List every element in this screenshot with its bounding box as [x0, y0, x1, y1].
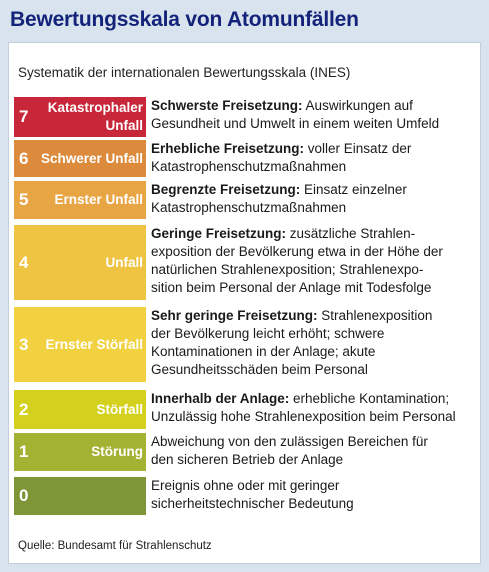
level-number: 4	[19, 252, 29, 272]
level-row-4	[14, 225, 477, 300]
description-text: Ereignis ohne oder mit geringer sicherheitstechnischer Bedeutung	[151, 478, 354, 511]
level-number: 3	[19, 334, 29, 354]
subtitle: Systematik der internationalen Bewertungsskala (INES)	[18, 65, 351, 80]
description-text: voller Einsatz der Katastrophenschutzmaßnahmen	[151, 141, 412, 174]
level-badge	[14, 97, 146, 137]
level-description	[151, 140, 479, 176]
description-text: Auswirkungen auf Gesundheit und Umwelt in einem weiten Umfeld	[151, 98, 440, 131]
level-number: 5	[19, 190, 29, 209]
level-row-1	[14, 433, 477, 471]
level-description	[151, 97, 479, 133]
level-badge	[14, 433, 146, 471]
description-heading: Schwerste Freisetzung:	[151, 98, 303, 113]
level-number: 1	[19, 442, 29, 461]
level-row-3	[14, 307, 477, 382]
level-number: 0	[19, 486, 29, 505]
level-description	[151, 390, 479, 426]
description-heading: Sehr geringe Freisetzung:	[151, 308, 318, 323]
source-note: Quelle: Bundesamt für Strahlenschutz	[18, 540, 212, 552]
level-label: Störung	[91, 444, 143, 459]
page-title: Bewertungsskala von Atomunfällen	[10, 8, 359, 31]
level-badge	[14, 477, 146, 515]
level-description	[151, 433, 479, 469]
level-label: Katastrophaler Unfall	[47, 100, 143, 133]
level-badge	[14, 181, 146, 219]
level-badge	[14, 140, 146, 177]
description-text: Einsatz einzelner Katastrophenschutzmaßnahmen	[151, 182, 407, 215]
level-description	[151, 181, 479, 217]
level-row-2	[14, 390, 477, 429]
level-label: Ernster Unfall	[54, 192, 143, 207]
level-row-6	[14, 140, 477, 177]
level-number: 6	[19, 148, 29, 168]
level-row-5	[14, 181, 477, 219]
description-heading: Erhebliche Freisetzung:	[151, 141, 305, 156]
level-badge	[14, 390, 146, 429]
level-description	[151, 307, 479, 379]
level-badge	[14, 307, 146, 382]
level-number: 2	[19, 399, 29, 419]
scale-card	[8, 42, 481, 564]
description-text: Abweichung von den zulässigen Bereichen für den sicheren Betrieb der Anlage	[151, 434, 428, 467]
description-heading: Geringe Freisetzung:	[151, 226, 287, 241]
level-row-7	[14, 97, 477, 137]
level-label: Störfall	[96, 401, 143, 417]
description-text: erhebliche Kontamination; Unzulässig hohe Strahlenexposition beim Personal	[151, 391, 456, 424]
level-label: Unfall	[105, 254, 143, 270]
description-text: zusätzliche Strahlen- exposition der Bevölkerung etwa in der Höhe der natürlichen Strahlenexposition; Strahlenexpo- sition beim Personal der Anlage mit Todesfolge	[151, 226, 443, 295]
level-badge	[14, 225, 146, 300]
level-label: Schwerer Unfall	[40, 150, 143, 166]
description-text: Strahlenexposition der Bevölkerung leicht erhöht; schwere Kontaminationen in der Anlage; akute Gesundheitsschäden beim Personal	[151, 308, 433, 377]
level-description	[151, 225, 479, 297]
level-row-0	[14, 477, 477, 515]
level-number: 7	[19, 107, 29, 126]
level-description	[151, 477, 479, 513]
description-heading: Innerhalb der Anlage:	[151, 391, 290, 406]
level-label: Ernster Störfall	[45, 336, 143, 352]
description-heading: Begrenzte Freisetzung:	[151, 182, 301, 197]
